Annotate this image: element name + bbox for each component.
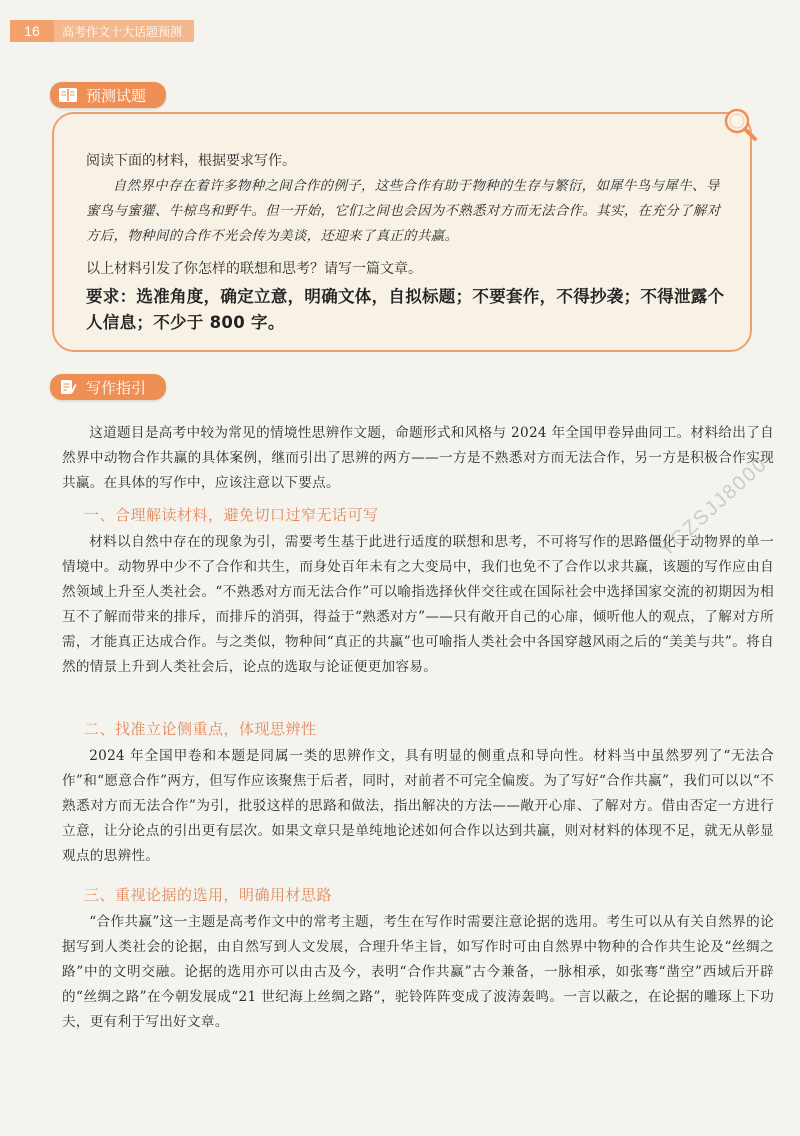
question-material: 自然界中存在着许多物种之间合作的例子，这些合作有助于物种的生存与繁衍，如犀牛鸟与犀牛、导蜜鸟与蜜獾、牛椋鸟和野牛。但一开始，它们之间也会因为不熟悉对方而无法合作。其实，在充分了解对方后，物种间的合作不光会传为美谈，还迎来了真正的共赢。 [86, 179, 721, 244]
point3-text: “合作共赢”这一主题是高考作文中的常考主题，考生在写作时需要注意论据的选用。考生可以从有关自然界的论据写到人类社会的论据，由自然写到人文发展，合理升华主旨，如写作时可由自然界中物种的合作共生论及“丝绸之路”中的文明交融。论据的选用亦可以由古及今，表明“合作共赢”古今兼备，一脉相承，如张骞“凿空”西域后开辟的“丝绸之路”在今朝发展成“21 世纪海上丝绸之路”，驼铃阵阵变成了波涛轰鸣。一言以蔽之，在论据的雕琢上下功夫，更有利于写出好文章。 [62, 914, 774, 1030]
watermark: YCZSJJ8000 [655, 452, 773, 562]
point3-heading: 三、重视论据的选用，明确用材思路 [84, 886, 333, 904]
question-prompt: 以上材料引发了你怎样的联想和思考？请写一篇文章。 [86, 261, 422, 277]
page-number: 16 [10, 20, 54, 42]
question-box [52, 112, 752, 352]
prediction-label-text: 预测试题 [86, 86, 147, 105]
pencil-note-icon [58, 378, 78, 396]
question-requirements: 要求：选准角度，确定立意，明确文体，自拟标题；不要套作，不得抄袭；不得泄露个人信息；不少于 800 字。 [86, 287, 725, 332]
guide-intro-text: 这道题目是高考中较为常见的情境性思辨作文题，命题形式和风格与 2024 年全国甲卷异曲同工。材料给出了自然界中动物合作共赢的具体案例，继而引出了思辨的两方——一方是不熟悉对方而无法合作，另一方是积极合作实现共赢。在具体的写作中，应该注意以下要点。 [62, 425, 774, 491]
point1-text: 材料以自然中存在的现象为引，需要考生基于此进行适度的联想和思考，不可将写作的思路僵化于动物界的单一情境中。动物界中少不了合作和共生，而身处百年未有之大变局中，我们也免不了合作以求共赢，该题的写作应由自然领域上升至人类社会。“不熟悉对方而无法合作”可以喻指选择伙伴交往或在国际社会中选择国家交流的初期因为相互不了解而带来的排斥，而排斥的消弭，得益于“熟悉对方”——只有敞开自己的心扉，倾听他人的观点，了解对方所需，才能真正达成合作。与之类似，物种间“真正的共赢”也可喻指人类社会中各国穿越风雨之后的“美美与共”。将自然的情景上升到人类社会后，论点的选取与论证便更加容易。 [62, 534, 774, 675]
point2-heading: 二、找准立论侧重点，体现思辨性 [84, 720, 317, 738]
question-intro: 阅读下面的材料，根据要求写作。 [86, 153, 296, 169]
guide-label-text: 写作指引 [86, 378, 147, 397]
book-icon [58, 86, 78, 104]
prediction-section-label [50, 82, 166, 108]
point1-heading: 一、合理解读材料，避免切口过窄无话可写 [84, 506, 379, 524]
page-header [10, 20, 194, 42]
guide-intro [62, 421, 774, 496]
point3-body [62, 910, 774, 1035]
book-title: 高考作文十大话题预测 [54, 20, 194, 42]
magnifier-icon [720, 104, 760, 144]
point2-body [62, 744, 774, 869]
guide-section-label [50, 374, 166, 400]
point2-text: 2024 年全国甲卷和本题是同属一类的思辨作文，具有明显的侧重点和导向性。材料当中虽然罗列了“无法合作”和“愿意合作”两方，但写作应该聚焦于后者，同时，对前者不可完全偏废。为了写好“合作共赢”，我们可以以“不熟悉对方而无法合作”为引，批驳这样的思路和做法，指出解决的方法——敞开心扉、了解对方。借由否定一方进行立意，让分论点的引出更有层次。如果文章只是单纯地论述如何合作以达到共赢，则对材料的体现不足，就无从彰显观点的思辨性。 [62, 748, 774, 864]
